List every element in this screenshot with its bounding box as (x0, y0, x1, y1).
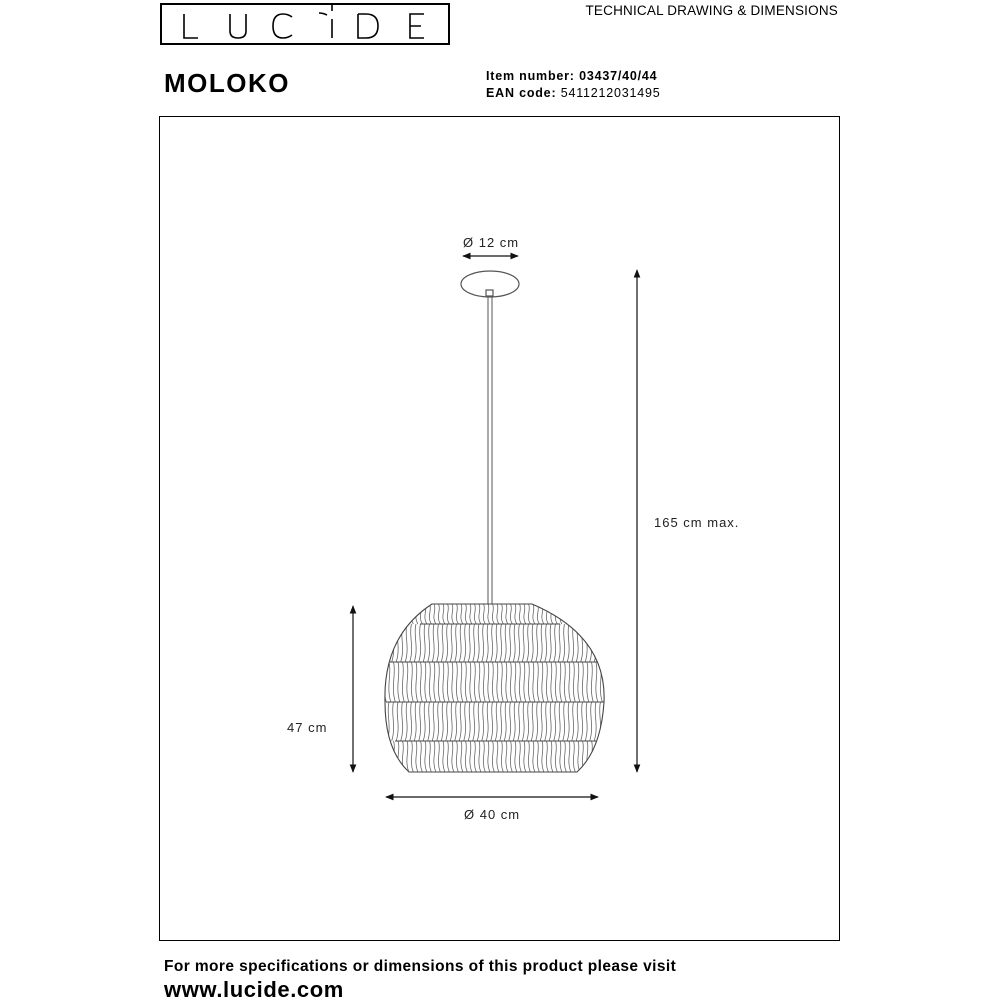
shade-texture-strand (540, 624, 542, 662)
shade-texture-strand (393, 604, 395, 624)
shade-texture-strand (443, 662, 445, 702)
shade-texture-strand (456, 662, 458, 702)
shade-texture-strand (459, 624, 461, 662)
shade-texture-strand (438, 604, 440, 624)
shade-texture-strand (569, 604, 571, 624)
shade-texture-strand (429, 741, 431, 772)
shade-texture-strand (434, 604, 436, 624)
shade-texture-strand (518, 702, 520, 741)
shade-texture-strand (492, 662, 494, 702)
shade-texture-strand (488, 662, 490, 702)
shade-texture-strand (407, 741, 409, 772)
shade-texture-strand (411, 741, 413, 772)
shade-texture-strand (600, 662, 602, 702)
shade-texture-strand (501, 662, 503, 702)
shade-texture-strand (546, 741, 548, 772)
shade-texture-strand (500, 624, 502, 662)
shade-texture-strand (393, 741, 395, 772)
shade-texture-strand (600, 741, 602, 772)
shade-texture-strand (470, 604, 472, 624)
shade-texture-strand (474, 741, 476, 772)
shade-texture-strand (441, 702, 443, 741)
shade-texture-strand (378, 702, 380, 741)
shade-texture-strand (416, 604, 418, 624)
shade-texture-strand (551, 741, 553, 772)
shade-texture-strand (527, 624, 529, 662)
shade-texture-strand (432, 624, 434, 662)
shade-texture-strand (447, 741, 449, 772)
shade-texture-strand (555, 741, 557, 772)
shade-texture-strand (600, 604, 602, 624)
shade-texture-strand (392, 624, 394, 662)
shade-texture-strand (459, 702, 461, 741)
shade-texture-strand (596, 662, 598, 702)
shade-texture-strand (551, 662, 553, 702)
shade-texture-strand (608, 702, 610, 741)
shade-texture-strand (578, 741, 580, 772)
shade-texture-strand (443, 604, 445, 624)
shade-texture-strand (446, 702, 448, 741)
shade-texture-strand (492, 604, 494, 624)
shade-texture-strand (465, 741, 467, 772)
shade-texture-strand (447, 604, 449, 624)
shade-texture-strand (407, 604, 409, 624)
shade-texture-strand (429, 662, 431, 702)
shade-texture-strand (384, 604, 386, 624)
website-link[interactable]: www.lucide.com (164, 977, 344, 1002)
shade-texture-strand (509, 702, 511, 741)
shade-texture-strand (488, 741, 490, 772)
shade-texture-strand (587, 662, 589, 702)
shade-texture-strand (558, 624, 560, 662)
shade-texture-strand (594, 702, 596, 741)
shade-texture-strand (470, 662, 472, 702)
shade-texture-strand (461, 741, 463, 772)
shade-texture-strand (582, 604, 584, 624)
shade-texture-strand (558, 702, 560, 741)
shade-texture-strand (383, 624, 385, 662)
ceiling-canopy (461, 271, 519, 297)
shade-texture-strand (519, 662, 521, 702)
shade-texture-strand (383, 702, 385, 741)
shade-texture-strand (513, 702, 515, 741)
shade-texture-strand (420, 604, 422, 624)
shade-texture-strand (405, 702, 407, 741)
shade-texture-strand (573, 604, 575, 624)
shade-texture-strand (599, 624, 601, 662)
shade-texture-strand (524, 662, 526, 702)
shade-texture-strand (497, 604, 499, 624)
shade-texture-strand (573, 741, 575, 772)
shade-texture-strand (501, 604, 503, 624)
shade-texture-strand (537, 741, 539, 772)
shade-texture-strand (414, 624, 416, 662)
shade-texture-strand (473, 702, 475, 741)
shade-texture-strand (468, 624, 470, 662)
shade-texture-strand (482, 702, 484, 741)
shade-texture-strand (582, 662, 584, 702)
shade-texture-strand (441, 624, 443, 662)
shade-texture-strand (488, 604, 490, 624)
shade-texture-strand (456, 604, 458, 624)
shade-texture-strand (510, 604, 512, 624)
shade-texture-strand (591, 741, 593, 772)
shade-texture-strand (398, 741, 400, 772)
shade-texture-strand (518, 624, 520, 662)
shade-texture-strand (419, 702, 421, 741)
shade-texture-strand (591, 604, 593, 624)
shade-texture-strand (587, 604, 589, 624)
shade-texture-strand (591, 662, 593, 702)
shade-texture-strand (576, 624, 578, 662)
shade-texture-strand (491, 624, 493, 662)
shade-texture-strand (567, 624, 569, 662)
shade-texture-strand (380, 604, 382, 624)
shade-texture-strand (464, 624, 466, 662)
shade-texture-strand (549, 624, 551, 662)
shade-texture-strand (420, 741, 422, 772)
shade-texture-strand (536, 702, 538, 741)
shade-diameter-label: Ø 40 cm (464, 807, 521, 822)
shade-texture-strand (423, 624, 425, 662)
shade-texture-strand (392, 702, 394, 741)
shade-texture-strand (504, 624, 506, 662)
shade-texture-strand (429, 604, 431, 624)
shade-texture-strand (380, 741, 382, 772)
shade-texture-strand (608, 624, 610, 662)
shade-texture-strand (569, 662, 571, 702)
shade-texture-strand (569, 741, 571, 772)
shade-texture-strand (456, 741, 458, 772)
shade-texture-strand (477, 702, 479, 741)
shade-texture-strand (605, 741, 607, 772)
shade-texture-strand (564, 604, 566, 624)
shade-texture-strand (410, 624, 412, 662)
shade-texture-strand (410, 702, 412, 741)
shade-texture-strand (474, 604, 476, 624)
shade-texture-strand (497, 662, 499, 702)
shade-texture-strand (398, 604, 400, 624)
shade-texture-strand (464, 702, 466, 741)
shade-texture-strand (528, 662, 530, 702)
lamp-shade (378, 604, 611, 772)
shade-texture-strand (510, 662, 512, 702)
shade-texture-strand (582, 741, 584, 772)
shade-texture-strand (438, 741, 440, 772)
shade-texture-strand (411, 662, 413, 702)
shade-texture-strand (573, 662, 575, 702)
shade-texture-strand (603, 624, 605, 662)
shade-texture-strand (609, 741, 611, 772)
canopy-diameter-label: Ø 12 cm (463, 235, 520, 250)
shade-texture-strand (504, 702, 506, 741)
shade-texture-strand (450, 624, 452, 662)
shade-texture-strand (423, 702, 425, 741)
shade-texture-strand (428, 702, 430, 741)
product-name: MOLOKO (164, 68, 290, 98)
shade-texture-strand (434, 741, 436, 772)
shade-texture-strand (452, 662, 454, 702)
shade-texture-strand (590, 624, 592, 662)
shade-texture-strand (416, 662, 418, 702)
shade-texture-strand (434, 662, 436, 702)
shade-texture-strand (446, 624, 448, 662)
shade-texture-strand (384, 741, 386, 772)
shade-texture-strand (564, 662, 566, 702)
shade-texture-strand (450, 702, 452, 741)
shade-texture-strand (609, 662, 611, 702)
shade-texture-strand (542, 741, 544, 772)
shade-texture-strand (432, 702, 434, 741)
shade-texture-strand (560, 662, 562, 702)
shade-height-label: 47 cm (287, 720, 328, 735)
shade-texture-strand (380, 662, 382, 702)
shade-texture-strand (572, 702, 574, 741)
shade-texture-strand (401, 624, 403, 662)
shade-texture-strand (479, 741, 481, 772)
shade-texture-strand (596, 604, 598, 624)
shade-texture-strand (581, 624, 583, 662)
shade-texture-strand (533, 662, 535, 702)
shade-texture-strand (585, 702, 587, 741)
shade-texture-strand (545, 702, 547, 741)
shade-texture-strand (578, 604, 580, 624)
shade-texture-strand (414, 702, 416, 741)
shade-texture-strand (528, 741, 530, 772)
shade-texture-strand (452, 604, 454, 624)
item-number-label: Item number: (486, 69, 575, 83)
shade-texture-strand (486, 624, 488, 662)
shade-texture-strand (596, 741, 598, 772)
shade-texture-strand (555, 604, 557, 624)
shade-texture-strand (389, 662, 391, 702)
shade-texture-strand (452, 741, 454, 772)
shade-texture-strand (587, 741, 589, 772)
shade-texture-strand (470, 741, 472, 772)
shade-texture-strand (555, 662, 557, 702)
shade-texture-strand (398, 662, 400, 702)
shade-texture-strand (576, 702, 578, 741)
shade-texture-strand (389, 604, 391, 624)
shade-texture-strand (581, 702, 583, 741)
shade-texture-strand (519, 741, 521, 772)
shade-texture-strand (491, 702, 493, 741)
item-number-value: 03437/40/44 (579, 69, 658, 83)
shade-texture-strand (563, 624, 565, 662)
shade-texture-strand (545, 624, 547, 662)
shade-texture-strand (542, 662, 544, 702)
shade-texture-strand (389, 741, 391, 772)
shade-texture-strand (479, 662, 481, 702)
total-height-label: 165 cm max. (654, 515, 740, 530)
shade-texture-strand (567, 702, 569, 741)
shade-texture-strand (522, 702, 524, 741)
shade-texture-strand (437, 624, 439, 662)
shade-texture-strand (402, 662, 404, 702)
shade-texture-strand (437, 702, 439, 741)
shade-texture-strand (549, 702, 551, 741)
shade-texture-strand (402, 604, 404, 624)
ean-label: EAN code: (486, 86, 557, 100)
shade-texture-strand (578, 662, 580, 702)
shade-texture-strand (563, 702, 565, 741)
shade-texture-strand (461, 604, 463, 624)
shade-texture-strand (540, 702, 542, 741)
shade-texture-strand (419, 624, 421, 662)
shade-texture-strand (515, 662, 517, 702)
shade-texture-strand (515, 741, 517, 772)
shade-texture-strand (473, 624, 475, 662)
shade-texture-strand (483, 741, 485, 772)
shade-texture-strand (546, 662, 548, 702)
shade-texture-strand (461, 662, 463, 702)
shade-texture-strand (501, 741, 503, 772)
footer-note: For more specifications or dimensions of this product please visit (164, 958, 677, 975)
shade-texture-strand (527, 702, 529, 741)
shade-texture-strand (492, 741, 494, 772)
shade-texture-strand (428, 624, 430, 662)
shade-texture-strand (564, 741, 566, 772)
shade-texture-strand (524, 741, 526, 772)
shade-texture-strand (495, 624, 497, 662)
shade-texture-strand (500, 702, 502, 741)
shade-texture-strand (506, 662, 508, 702)
shade-texture-strand (531, 702, 533, 741)
shade-texture-strand (533, 741, 535, 772)
shade-texture-strand (605, 662, 607, 702)
shade-texture-strand (401, 702, 403, 741)
shade-texture-strand (528, 604, 530, 624)
shade-texture-strand (513, 624, 515, 662)
shade-texture-strand (560, 604, 562, 624)
shade-texture-strand (407, 662, 409, 702)
shade-texture-strand (519, 604, 521, 624)
shade-texture-strand (605, 604, 607, 624)
shade-texture-strand (416, 741, 418, 772)
shade-texture-strand (531, 624, 533, 662)
shade-texture-strand (396, 702, 398, 741)
shade-texture-strand (609, 604, 611, 624)
shade-texture-strand (486, 702, 488, 741)
document-type: TECHNICAL DRAWING & DIMENSIONS (585, 3, 838, 18)
shade-texture-strand (542, 604, 544, 624)
shade-texture-strand (522, 624, 524, 662)
shade-texture-strand (455, 624, 457, 662)
shade-texture-strand (497, 741, 499, 772)
ean-value: 5411212031495 (560, 86, 661, 100)
shade-texture-strand (425, 741, 427, 772)
shade-texture-strand (468, 702, 470, 741)
shade-texture-strand (425, 662, 427, 702)
shade-texture-strand (482, 624, 484, 662)
shade-texture-strand (546, 604, 548, 624)
shade-texture-strand (447, 662, 449, 702)
shade-texture-strand (425, 604, 427, 624)
shade-texture-strand (465, 604, 467, 624)
shade-texture-strand (506, 741, 508, 772)
shade-texture-strand (554, 702, 556, 741)
shade-texture-strand (479, 604, 481, 624)
shade-texture-strand (509, 624, 511, 662)
shade-texture-strand (510, 741, 512, 772)
shade-texture-strand (524, 604, 526, 624)
shade-texture-strand (474, 662, 476, 702)
shade-texture-strand (477, 624, 479, 662)
shade-texture-strand (455, 702, 457, 741)
shade-texture-strand (393, 662, 395, 702)
shade-texture-strand (536, 624, 538, 662)
shade-texture-strand (420, 662, 422, 702)
shade-texture-strand (405, 624, 407, 662)
suspension-cable (488, 296, 492, 604)
shade-texture-strand (506, 604, 508, 624)
shade-texture-strand (483, 604, 485, 624)
shade-texture-strand (590, 702, 592, 741)
shade-texture-strand (465, 662, 467, 702)
shade-texture-strand (378, 624, 380, 662)
shade-texture-strand (554, 624, 556, 662)
shade-texture-strand (515, 604, 517, 624)
shade-texture-strand (438, 662, 440, 702)
shade-texture-strand (537, 662, 539, 702)
shade-texture-strand (495, 702, 497, 741)
shade-texture-strand (483, 662, 485, 702)
shade-texture-strand (443, 741, 445, 772)
shade-texture-strand (560, 741, 562, 772)
shade-texture-strand (387, 624, 389, 662)
shade-texture-strand (533, 604, 535, 624)
